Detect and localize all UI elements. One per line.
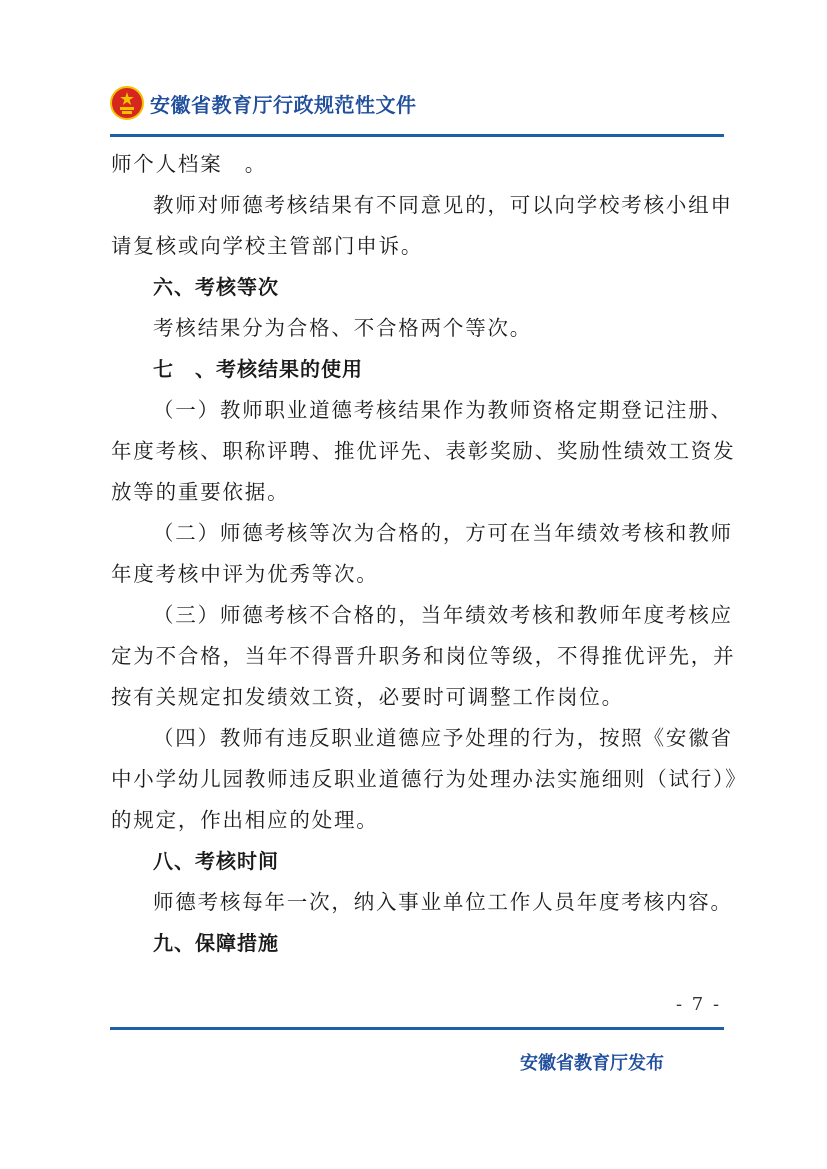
paragraph-line: （三）师德考核不合格的，当年绩效考核和教师年度考核应 bbox=[153, 603, 733, 627]
page-number: - 7 - bbox=[676, 994, 722, 1015]
paragraph-line: 师德考核每年一次，纳入事业单位工作人员年度考核内容。 bbox=[153, 890, 733, 914]
paragraph-line: （一）教师职业道德考核结果作为教师资格定期登记注册、 bbox=[153, 398, 733, 422]
section-heading: 六、考核等次 bbox=[153, 275, 279, 299]
national-emblem-icon bbox=[110, 86, 144, 120]
paragraph-line: （二）师德考核等次为合格的，方可在当年绩效考核和教师 bbox=[153, 521, 733, 545]
header-title: 安徽省教育厅行政规范性文件 bbox=[150, 92, 417, 117]
section-heading: 九、保障措施 bbox=[153, 931, 279, 955]
paragraph-line: 按有关规定扣发绩效工资，必要时可调整工作岗位。 bbox=[111, 685, 624, 709]
paragraph-line: 放等的重要依据。 bbox=[111, 480, 290, 504]
paragraph-line: 中小学幼儿园教师违反职业道德行为处理办法实施细则（试行）》 bbox=[111, 767, 748, 791]
document-body bbox=[111, 144, 748, 964]
footer-publisher: 安徽省教育厅发布 bbox=[520, 1053, 664, 1074]
paragraph-line: 请复核或向学校主管部门申诉。 bbox=[111, 234, 424, 258]
section-heading: 八、考核时间 bbox=[153, 849, 279, 873]
paragraph-line: 年度考核、职称评聘、推优评先、表彰奖励、奖励性绩效工资发 bbox=[111, 439, 736, 463]
footer-rule bbox=[110, 1027, 724, 1030]
paragraph-line: 年度考核中评为优秀等次。 bbox=[111, 562, 379, 586]
paragraph-line: 定为不合格，当年不得晋升职务和岗位等级，不得推优评先，并 bbox=[111, 644, 736, 668]
paragraph-line: （四）教师有违反职业道德应予处理的行为，按照《安徽省 bbox=[153, 726, 733, 750]
paragraph-line: 师个人档案 。 bbox=[111, 152, 268, 176]
paragraph-line: 考核结果分为合格、不合格两个等次。 bbox=[153, 316, 533, 340]
header-rule bbox=[110, 134, 724, 137]
paragraph-line: 教师对师德考核结果有不同意见的，可以向学校考核小组申 bbox=[153, 193, 733, 217]
section-heading: 七 、考核结果的使用 bbox=[153, 357, 363, 381]
document-header bbox=[110, 86, 417, 120]
paragraph-line: 的规定，作出相应的处理。 bbox=[111, 808, 379, 832]
